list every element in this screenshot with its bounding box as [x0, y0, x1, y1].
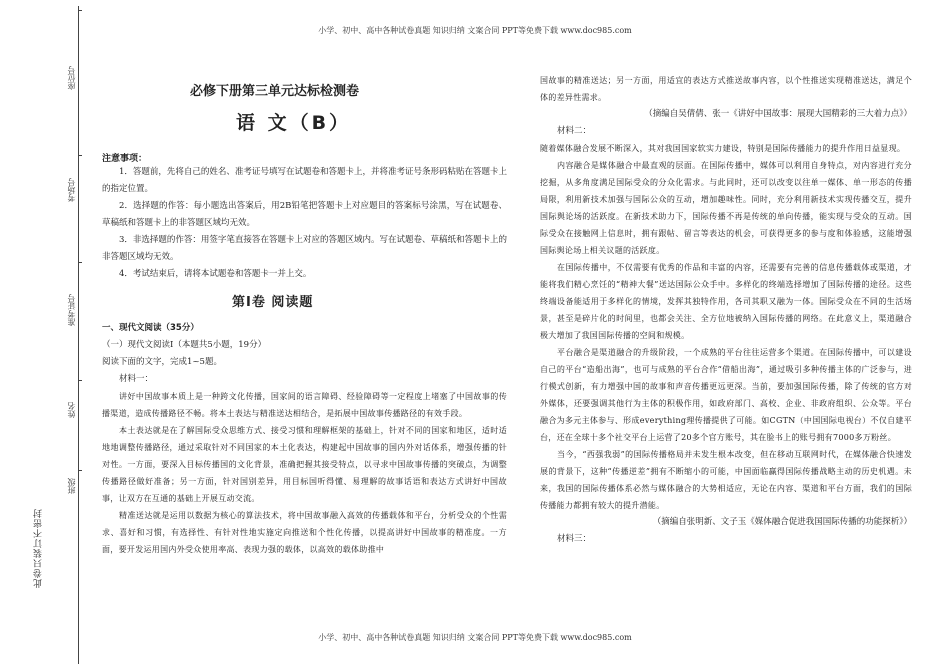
source-citation: （摘编自吴倩倩、张一《讲好中国故事：展现大国精彩的三大着力点》）	[644, 109, 912, 119]
ticket-number-label: 准考证号	[67, 294, 76, 326]
subject-title: 语 文（B）	[236, 112, 352, 134]
material-paragraph: 内容融合是媒体融合中最直观的层面。在国际传播中，媒体可以利用自身特点，对内容进行充分挖掘，从多角度满足国际受众的分众化需求。与此同时，还可以改变以往单一媒体、单一形态的传播局限，利用新技术加强与国际公众的互动，增加趣味性。同时，充分利用新技术实现传播交互，提升国际舆论场的活跃度。在新技术助力下，国际传播不再是传统的单向传播，能实现与受众的互动。国际受众在接触网上信息时，拥有跟帖、留言等表达的机会，可获得更多的参与度和体验感，这能增强国际舆论场上相关议题的活跃度。	[540, 161, 912, 255]
right-reading-column	[540, 72, 912, 548]
binding-line	[78, 6, 79, 664]
exam-room-label: 考场号	[67, 178, 76, 202]
material-paragraph: 国故事的精准送达；另一方面，用适宜的表达方式推送故事内容，以个性推送实现精准送达，满足个体的差异性需求。	[540, 76, 912, 102]
seat-number-blank	[78, 10, 82, 11]
notice-item: 4．考试结束后，请将本试题卷和答题卡一并上交。	[119, 269, 312, 279]
source-citation: （摘编自张明新、文子玉《媒体融合促进我国国际传播的功能探析》）	[652, 517, 912, 527]
notice-item: 1．答题前，先将自己的姓名、准考证号填写在试题卷和答题卡上，并将准考证号条形码粘贴在答题卡上的指定位置。	[102, 167, 507, 194]
material-label: 材料三：	[557, 534, 592, 544]
material-paragraph: 当今，“西强我弱”的国际传播格局并未发生根本改变，但在移动互联网时代，在媒体融合快速发展的背景下，这种“传播逆差”拥有不断缩小的可能，中国面临赢得国际传播战略主动的历史机遇。未来，我国的国际传播体系必然与媒体融合的大势相适应，无论在内容、渠道和平台方面，我们的国际传播能力都拥有较大的提升潜能。	[540, 450, 912, 510]
exam-title: 必修下册第三单元达标检测卷	[190, 84, 360, 99]
seal-notice: 此卷只装订不密封	[34, 508, 44, 588]
material-paragraph: 讲好中国故事本质上是一种跨文化传播，国家间的语言障碍、经验障碍等一定程度上堵塞了中国故事的传播渠道，造成传播路径不畅。将本土表达与精准送达相结合，是拓展中国故事传播路径的有效手段。	[102, 392, 507, 418]
ticket-number-blank	[78, 262, 82, 263]
page-header: 小学、初中、高中各种试卷真题 知识归纳 文案合同 PPT等免费下载 www.doc985.com	[318, 26, 632, 35]
exam-room-blank	[78, 155, 82, 156]
material-label: 材料二：	[557, 126, 592, 136]
notice-heading: 注意事项：	[102, 154, 148, 164]
name-label: 姓名	[67, 402, 76, 418]
material-paragraph: 在国际传播中，不仅需要有优秀的作品和丰富的内容，还需要有完善的信息传播载体或渠道，才能将我们精心烹饪的“精神大餐”送达国际公众手中。多样化的终端选择增加了国际传播的途径。这些终端设备能适用于多样化的情境，发挥其独特作用，各司其职又融为一体。国际受众在不同的生活场景，甚至是碎片化的时间里，也都会关注、全方位地被纳入国际传播的网络。在此意义上，渠道融合极大增加了我国国际传播的空间和规模。	[540, 263, 912, 340]
material-paragraph: 精准送达就是运用以数据为核心的算法技术，将中国故事融入高效的传播载体和平台，分析受众的个性需求、喜好和习惯，有选择性、有针对性地实施定向推送和个性化传播，以提高讲好中国故事的精准度。一方面，要开发运用国内外受众使用率高、表现力强的载体，以高效的载体助推中	[102, 511, 507, 554]
material-paragraph: 随着媒体融合发展不断深入，其对我国国家软实力建设，特别是国际传播能力的提升作用日益显现。	[540, 144, 906, 153]
seat-number-label: 座位号	[67, 66, 76, 90]
subpart-heading: （一）现代文阅读Ⅰ（本题共5小题，19分）	[102, 340, 267, 350]
notice-list	[102, 164, 507, 283]
instruction: 阅读下面的文字，完成1~5题。	[102, 357, 222, 367]
material-label: 材料一：	[119, 374, 154, 384]
page-footer: 小学、初中、高中各种试卷真题 知识归纳 文案合同 PPT等免费下载 www.doc985.com	[318, 633, 632, 642]
class-label: 班级	[67, 478, 76, 494]
material-paragraph: 本土表达就是在了解国际受众思维方式、接受习惯和理解框架的基础上，针对不同的国家和地区，适时适地地调整传播路径，通过采取针对不同国家的本土化表达，构建起中国故事的国内外对话体系，增强传播的针对性。一方面，要深入目标传播国的文化背景，准确把握其接受特点，以寻求中国故事传播的突破点，为调整传播路径做好准备；另一方面，针对国别差异，用目标国听得懂、易理解的故事话语和表达方式讲好中国故事，让双方在互通的基础上开展互动交流。	[102, 426, 507, 503]
notice-item: 2．选择题的作答：每小题选出答案后，用2B铅笔把答题卡上对应题目的答案标号涂黑，写在试题卷、草稿纸和答题卡上的非答题区域均无效。	[102, 201, 507, 228]
section-title: 第Ⅰ卷 阅读题	[232, 295, 314, 310]
part-heading: 一、现代文阅读（35分）	[102, 323, 199, 333]
name-blank	[78, 380, 82, 381]
class-blank	[78, 470, 82, 471]
notice-item: 3．非选择题的作答：用签字笔直接答在答题卡上对应的答题区域内。写在试题卷、草稿纸和答题卡上的非答题区域均无效。	[102, 235, 507, 262]
material-paragraph: 平台融合是渠道融合的升级阶段，一个成熟的平台往往运营多个渠道。在国际传播中，可以建设自己的平台“造船出海”，也可与成熟的平台合作“借船出海”，通过吸引多种传播主体的广泛参与，进行模式创新，有力增强中国的故事和声音传播更远更深。当前，要加强国际传播，除了传统的官方对外媒体，还要强调其他行为主体的积极作用，如政府部门、高校、企业、非政府组织、公众等。平台融合为多元主体参与、形成everything理传播提供了可能。如CGTN（中国国际电视台）不仅自建平台，还在全球十多个社交平台上运营了20多个官方账号，其在脸书上的账号拥有7000多万粉丝。	[540, 348, 912, 442]
left-reading-column	[102, 320, 507, 558]
